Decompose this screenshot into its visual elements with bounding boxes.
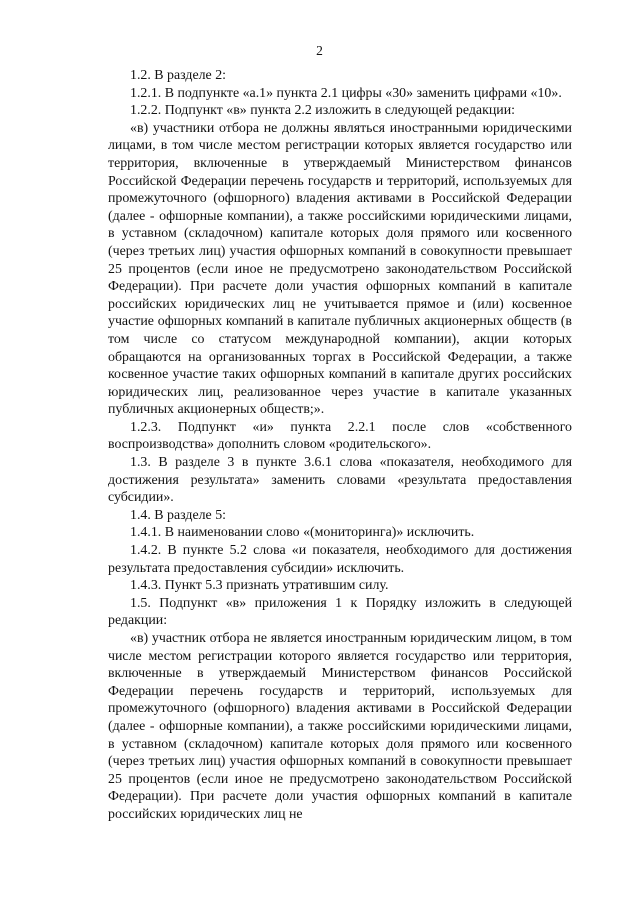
- paragraph-1-2-1: 1.2.1. В подпункте «а.1» пункта 2.1 цифры «30» заменить цифрами «10».: [130, 85, 562, 101]
- paragraph-1-2: 1.2. В разделе 2:: [130, 68, 226, 83]
- paragraph-1-2-2: 1.2.2. Подпункт «в» пункта 2.2 изложить в следующей редакции:: [130, 103, 516, 119]
- paragraph-1-5: 1.5. Подпункт «в» приложения 1 к Порядку изложить в следующей редакции:: [108, 595, 572, 629]
- paragraph-1-4-2: 1.4.2. В пункте 5.2 слова «и показателя, необходимого для достижения результата предоставления субсидии» исключить.: [108, 543, 572, 576]
- document-body: [108, 67, 572, 824]
- paragraph-1-4-3: 1.4.3. Пункт 5.3 признать утратившим силу.: [130, 578, 389, 594]
- paragraph-1-4: 1.4. В разделе 5:: [130, 507, 226, 523]
- paragraph-quote-v-participants: «в) участники отбора не должны являться иностранными юридическими лицами, в том числе местом регистрации которых является государство или территория, включенные в утверждаемый Министерством финансов Российской Федерации перечень государств и территорий, используемых для промежуточного (офшорного) владения активами в Российской Федерации (далее - офшорные компании), а также российскими юридическими лицами, в уставном (складочном) капитале которых доля прямого или косвенного (через третьих лиц) участия офшорных компаний в совокупности превышает 25 процентов (если иное не предусмотрено законодательством Российской Федерации). При расчете доли участия офшорных компаний в капитале российских юридических лиц не учитывается прямое и (или) косвенное участие офшорных компаний в капитале публичных акционерных обществ (в том числе со статусом международной компании), акции которых обращаются на организованных торгах в Российской Федерации, а также косвенное участие таких офшорных компаний в капитале других российских юридических лиц, реализованное через участие в капитале указанных публичных акционерных обществ;».: [108, 120, 572, 418]
- paragraph-1-4-1: 1.4.1. В наименовании слово «(мониторинга)» исключить.: [130, 525, 475, 541]
- page-number: 2: [316, 43, 323, 58]
- paragraph-quote-v-participant: «в) участник отбора не является иностранным юридическим лицом, в том числе местом регистрации которого является государство или территория, включенные в утверждаемый Министерством финансов Российской Федерации перечень государств и территорий, используемых для промежуточного (офшорного) владения активами в Российской Федерации (далее - офшорные компании), а также российскими юридическими лицами, в уставном (складочном) капитале которых доля прямого или косвенного (через третьих лиц) участия офшорных компаний в совокупности превышает 25 процентов (если иное не предусмотрено законодательством Российской Федерации). При расчете доли участия офшорных компаний в капитале российских юридических лиц не: [108, 631, 572, 822]
- paragraph-1-2-3: 1.2.3. Подпункт «и» пункта 2.2.1 после слов «собственного воспроизводства» дополнить словом «родительского».: [108, 419, 572, 453]
- paragraph-1-3: 1.3. В разделе 3 в пункте 3.6.1 слова «показателя, необходимого для достижения результата» заменить словами «результата предоставления субсидии».: [108, 455, 572, 506]
